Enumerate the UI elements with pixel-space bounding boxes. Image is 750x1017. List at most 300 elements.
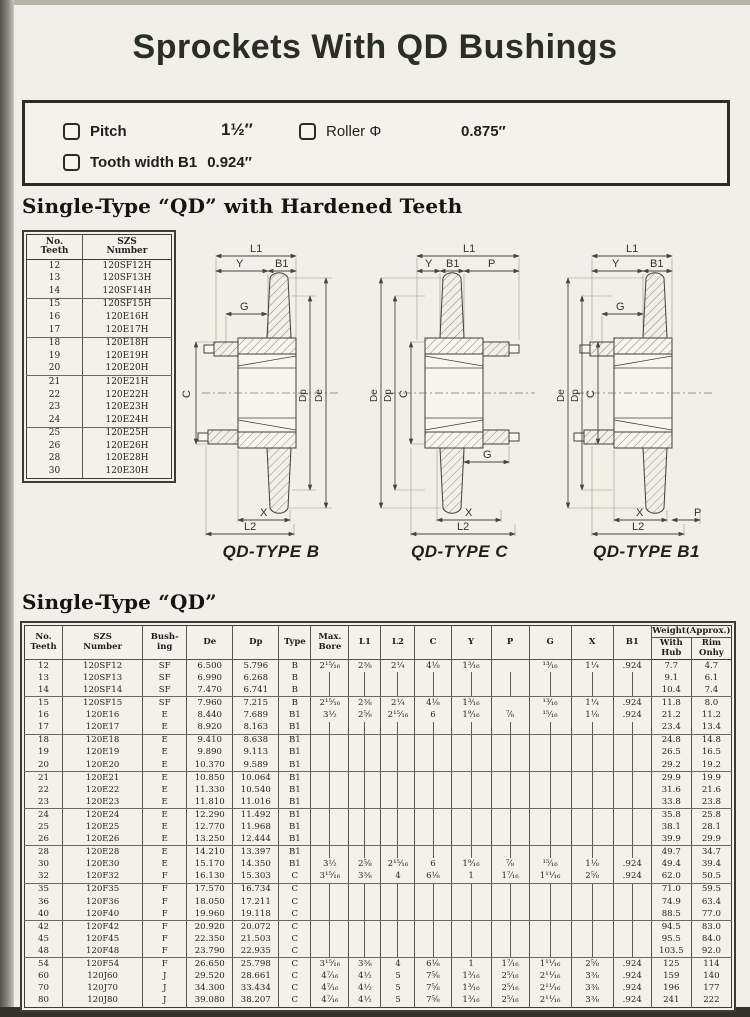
value-cell (613, 896, 651, 908)
value-cell: 4½ (349, 995, 381, 1008)
ditto-mark (550, 846, 551, 858)
col-header-with-hub: With Hub (651, 638, 691, 660)
value-cell: 2⅝ (571, 958, 613, 971)
value-cell: 7.689 (233, 709, 279, 721)
value-cell: E (143, 821, 187, 833)
szs-number-cell: 120E23H (105, 402, 149, 413)
value-cell (571, 846, 613, 859)
value-cell: 59.5 (701, 884, 721, 895)
spec-pitch-label: Pitch (90, 123, 127, 140)
value-cell (311, 759, 349, 772)
value-cell: 11.8 (651, 697, 691, 710)
value-cell (415, 734, 451, 747)
value-cell: 14 (25, 684, 63, 697)
value-cell: 6 (415, 859, 451, 871)
value-cell (451, 809, 491, 822)
value-cell: C (279, 982, 311, 994)
table-row (25, 846, 732, 859)
value-cell: 12.444 (233, 833, 279, 846)
ditto-mark (632, 921, 633, 933)
ditto-mark (632, 945, 633, 957)
value-cell (311, 821, 349, 833)
value-cell (349, 921, 381, 934)
value-cell (491, 734, 529, 747)
table-row (25, 883, 732, 896)
teeth-cell: 25 (27, 427, 83, 440)
value-cell: 103.5 (651, 945, 691, 958)
value-cell: 3⅜ (571, 982, 613, 994)
value-cell (571, 896, 613, 908)
value-cell: 14.210 (187, 846, 233, 859)
value-cell (571, 672, 613, 684)
value-cell: 92.0 (691, 945, 731, 958)
col-header-rim-only: Rim Onhy (699, 638, 724, 658)
ditto-mark (397, 684, 398, 696)
table-row (27, 350, 172, 363)
spec-pitch-value: 1½″ (221, 120, 253, 139)
value-cell: 26.650 (187, 958, 233, 971)
sprocket-section-b-image (176, 238, 366, 538)
value-cell: 2⅝ (349, 709, 381, 721)
ditto-mark (510, 684, 511, 696)
value-cell: 120E22 (63, 784, 143, 796)
value-cell: C (279, 945, 311, 958)
value-cell (491, 821, 529, 833)
ditto-mark (433, 722, 434, 734)
value-cell: 1³⁄₁₆ (451, 995, 491, 1008)
value-cell (381, 908, 415, 921)
ditto-mark (364, 772, 365, 784)
value-cell: 6⅛ (415, 958, 451, 971)
value-cell: 8.440 (187, 709, 233, 721)
value-cell: 12.770 (187, 821, 233, 833)
value-cell (613, 833, 651, 846)
value-cell: 120F35 (63, 883, 143, 896)
value-cell: 3½ (311, 709, 349, 721)
value-cell: 120E26 (63, 833, 143, 846)
ditto-mark (550, 821, 551, 833)
ditto-mark (364, 833, 365, 845)
page-title: Sprockets With QD Bushings (132, 28, 618, 66)
value-cell: B1 (279, 771, 311, 784)
table-row (25, 970, 732, 982)
value-cell: 35 (25, 883, 63, 896)
ditto-mark (329, 821, 330, 833)
value-cell (311, 796, 349, 809)
table-row (27, 402, 172, 415)
ditto-mark (433, 672, 434, 684)
value-cell (571, 734, 613, 747)
value-cell: 50.5 (691, 871, 731, 884)
value-cell: 28 (25, 846, 63, 859)
drawing-caption-c: QD-TYPE C (410, 542, 509, 561)
value-cell: 25.798 (233, 958, 279, 971)
value-cell (529, 833, 571, 846)
col-header-de: De (187, 626, 233, 660)
value-cell (311, 846, 349, 859)
value-cell: 6 (415, 709, 451, 721)
value-cell (571, 821, 613, 833)
value-cell (381, 846, 415, 859)
value-cell: C (279, 995, 311, 1008)
value-cell: 2¹¹⁄₁₆ (529, 970, 571, 982)
value-cell: C (279, 933, 311, 945)
value-cell: 120J80 (63, 995, 143, 1008)
value-cell (613, 759, 651, 772)
szs-number-cell: 120E22H (105, 389, 149, 400)
value-cell: 3¹⁵⁄₁₆ (311, 871, 349, 884)
table-row (27, 376, 172, 389)
value-cell: 14.350 (233, 859, 279, 871)
ditto-mark (329, 933, 330, 945)
szs-number-cell: 120E26H (105, 440, 149, 451)
ditto-mark (433, 933, 434, 945)
value-cell (613, 771, 651, 784)
table-row (27, 389, 172, 402)
ditto-mark (471, 821, 472, 833)
table-row (27, 414, 172, 427)
value-cell: 25.8 (701, 809, 721, 820)
value-cell (529, 933, 571, 945)
value-cell: 9.589 (233, 759, 279, 772)
table-row (25, 958, 732, 971)
col-header-p: P (491, 626, 529, 660)
value-cell (529, 784, 571, 796)
table-row (27, 273, 172, 286)
value-cell (451, 684, 491, 697)
table-row (27, 311, 172, 324)
szs-number-cell: 120E25H (105, 428, 149, 439)
section2-heading: Single-Type “QD” (22, 590, 217, 614)
ditto-mark (510, 722, 511, 734)
value-cell (381, 833, 415, 846)
ditto-mark (471, 684, 472, 696)
value-cell: 77.0 (691, 908, 731, 921)
value-cell: F (143, 921, 187, 934)
dim-label-b1: B1 (275, 258, 289, 270)
table-row (25, 660, 732, 673)
value-cell (451, 908, 491, 921)
value-cell: 120F48 (63, 945, 143, 958)
value-cell: E (143, 809, 187, 822)
value-cell: 45 (25, 933, 63, 945)
value-cell (381, 672, 415, 684)
col-header-l1: L1 (349, 626, 381, 660)
value-cell: 1⅛ (571, 709, 613, 721)
value-cell (415, 883, 451, 896)
value-cell: 3⅜ (571, 970, 613, 982)
value-cell: 120J70 (63, 982, 143, 994)
value-cell (311, 945, 349, 958)
ditto-mark (471, 735, 472, 747)
value-cell (349, 771, 381, 784)
table-row (25, 833, 732, 846)
ditto-mark (329, 833, 330, 845)
value-cell (415, 833, 451, 846)
teeth-cell: 17 (27, 324, 83, 337)
ditto-mark (471, 884, 472, 896)
szs-number-cell: 120SF14H (83, 285, 172, 298)
value-cell (613, 734, 651, 747)
value-cell: 8.163 (233, 722, 279, 735)
ditto-mark (433, 921, 434, 933)
value-cell (349, 821, 381, 833)
col-header-dp: Dp (233, 626, 279, 660)
value-cell: 32 (25, 871, 63, 884)
value-cell (491, 945, 529, 958)
value-cell (571, 809, 613, 822)
ditto-mark (550, 884, 551, 896)
col-header-teeth: No. Teeth (27, 235, 83, 260)
ditto-mark (471, 846, 472, 858)
value-cell: 1³⁄₁₆ (451, 982, 491, 994)
value-cell: 4⁷⁄₁₆ (311, 982, 349, 994)
value-cell (491, 784, 529, 796)
value-cell: 95.5 (651, 933, 691, 945)
value-cell (415, 809, 451, 822)
value-cell: 22.935 (233, 945, 279, 958)
ditto-mark (397, 833, 398, 845)
dim-label-y: Y (425, 258, 433, 270)
value-cell (491, 796, 529, 809)
value-cell: 3⅜ (349, 871, 381, 884)
value-cell: 19.2 (691, 759, 731, 772)
dim-label-x: X (465, 507, 473, 519)
value-cell: 12.290 (187, 809, 233, 822)
ditto-mark (397, 921, 398, 933)
value-cell: 20.072 (233, 921, 279, 934)
value-cell: 18.050 (187, 896, 233, 908)
value-cell: B1 (279, 734, 311, 747)
dim-label-l2: L2 (632, 521, 645, 533)
table-row (25, 821, 732, 833)
value-cell: 48 (25, 945, 63, 958)
ditto-mark (592, 846, 593, 858)
value-cell: 19 (25, 747, 63, 759)
qd-dimensions-table (20, 621, 736, 1012)
value-cell: 1⁷⁄₁₆ (491, 958, 529, 971)
dim-label-y: Y (236, 258, 244, 270)
ditto-mark (550, 759, 551, 771)
value-cell (415, 796, 451, 809)
teeth-cell: 20 (27, 363, 83, 376)
value-cell: 2⁵⁄₁₆ (491, 995, 529, 1008)
value-cell (451, 747, 491, 759)
value-cell: ⅞ (491, 859, 529, 871)
ditto-mark (510, 796, 511, 808)
value-cell: 120F42 (63, 921, 143, 934)
value-cell: 23.790 (187, 945, 233, 958)
value-cell (491, 747, 529, 759)
value-cell: 7⅝ (415, 982, 451, 994)
sprocket-section-b1-image (554, 238, 739, 538)
value-cell (571, 833, 613, 846)
value-cell: B1 (279, 859, 311, 871)
value-cell (571, 747, 613, 759)
ditto-mark (632, 933, 633, 945)
value-cell: 11.492 (233, 809, 279, 822)
value-cell (381, 734, 415, 747)
value-cell (613, 672, 651, 684)
ditto-mark (471, 908, 472, 920)
ditto-mark (592, 821, 593, 833)
ditto-mark (397, 735, 398, 747)
value-cell (451, 833, 491, 846)
ditto-mark (471, 796, 472, 808)
ditto-mark (592, 772, 593, 784)
ditto-mark (550, 747, 551, 759)
value-cell (349, 846, 381, 859)
value-cell: 34.300 (187, 982, 233, 994)
value-cell (415, 846, 451, 859)
value-cell (311, 734, 349, 747)
value-cell: .924 (613, 660, 651, 673)
value-cell: 21.2 (651, 709, 691, 721)
value-cell (451, 771, 491, 784)
value-cell (491, 672, 529, 684)
ditto-mark (632, 809, 633, 821)
ditto-mark (364, 722, 365, 734)
ditto-mark (433, 747, 434, 759)
value-cell: 26.5 (651, 747, 691, 759)
value-cell (529, 747, 571, 759)
ditto-mark (510, 772, 511, 784)
szs-number-cell: 120SF15H (102, 299, 152, 310)
ditto-mark (592, 784, 593, 796)
value-cell: 11.016 (233, 796, 279, 809)
value-cell: 196 (651, 982, 691, 994)
value-cell (451, 921, 491, 934)
value-cell: C (279, 883, 311, 896)
dim-label-x: X (260, 507, 268, 519)
scan-edge-top (0, 0, 750, 5)
section1-heading: Single-Type “QD” with Hardened Teeth (22, 194, 463, 218)
value-cell (529, 846, 571, 859)
value-cell: E (143, 796, 187, 809)
value-cell (349, 883, 381, 896)
value-cell: 21.6 (701, 784, 721, 795)
value-cell (451, 883, 491, 896)
table-row (25, 982, 732, 994)
teeth-cell: 26 (27, 440, 83, 453)
checkbox-icon (299, 123, 316, 140)
dim-label-g: G (240, 301, 249, 313)
ditto-mark (329, 884, 330, 896)
value-cell: 2¹⁵⁄₁₆ (311, 697, 349, 710)
value-cell: 20 (25, 759, 63, 772)
value-cell: 11.968 (233, 821, 279, 833)
teeth-cell: 28 (27, 453, 83, 466)
value-cell: 8.0 (704, 698, 719, 709)
ditto-mark (397, 884, 398, 896)
ditto-mark (632, 846, 633, 858)
ditto-mark (550, 684, 551, 696)
value-cell (311, 784, 349, 796)
value-cell (451, 759, 491, 772)
value-cell (491, 883, 529, 896)
value-cell: .924 (613, 970, 651, 982)
value-cell: 5 (381, 995, 415, 1008)
value-cell (415, 945, 451, 958)
ditto-mark (364, 759, 365, 771)
table-row (25, 809, 732, 822)
value-cell: E (143, 734, 187, 747)
value-cell: 120F45 (63, 933, 143, 945)
value-cell: 24 (25, 809, 63, 822)
value-cell: 120E21 (63, 771, 143, 784)
ditto-mark (632, 796, 633, 808)
ditto-mark (550, 921, 551, 933)
value-cell: ¹⁵⁄₁₆ (529, 709, 571, 721)
value-cell: F (143, 896, 187, 908)
dim-label-c: C (181, 390, 193, 398)
ditto-mark (632, 672, 633, 684)
drawing-type-c (366, 238, 553, 568)
ditto-mark (364, 884, 365, 896)
value-cell (311, 747, 349, 759)
ditto-mark (471, 672, 472, 684)
col-header-teeth: No. Teeth (25, 626, 63, 660)
value-cell: 4⅛ (415, 697, 451, 710)
col-header-l2: L2 (381, 626, 415, 660)
value-cell: 63.4 (701, 896, 721, 907)
value-cell: 22 (25, 784, 63, 796)
value-cell: 49.4 (651, 859, 691, 871)
value-cell (529, 759, 571, 772)
checkbox-icon (63, 154, 80, 171)
ditto-mark (471, 722, 472, 734)
spec-tooth-label: Tooth width B1 (90, 154, 198, 171)
value-cell (415, 759, 451, 772)
ditto-mark (433, 833, 434, 845)
ditto-mark (592, 796, 593, 808)
ditto-mark (632, 684, 633, 696)
value-cell (349, 734, 381, 747)
value-cell: 1³⁄₁₆ (451, 970, 491, 982)
value-cell: 3½ (311, 859, 349, 871)
ditto-mark (397, 846, 398, 858)
table-row (25, 697, 732, 710)
ditto-mark (329, 759, 330, 771)
value-cell: 15 (25, 697, 63, 710)
value-cell: 71.0 (651, 883, 691, 896)
ditto-mark (397, 672, 398, 684)
value-cell (451, 945, 491, 958)
ditto-mark (471, 759, 472, 771)
ditto-mark (364, 735, 365, 747)
value-cell (571, 933, 613, 945)
value-cell: 11.810 (187, 796, 233, 809)
value-cell: B1 (279, 821, 311, 833)
value-cell (613, 883, 651, 896)
value-cell: 54 (25, 958, 63, 971)
ditto-mark (471, 772, 472, 784)
ditto-mark (592, 735, 593, 747)
value-cell: 62.0 (651, 871, 691, 884)
value-cell: 94.5 (651, 921, 691, 934)
value-cell (381, 747, 415, 759)
value-cell (349, 747, 381, 759)
dim-label-p: P (694, 507, 702, 519)
col-header-g: G (529, 626, 571, 660)
teeth-cell: 22 (27, 389, 83, 402)
value-cell (491, 908, 529, 921)
ditto-mark (397, 759, 398, 771)
value-cell (311, 771, 349, 784)
value-cell: 1⁹⁄₁₆ (451, 709, 491, 721)
value-cell: 120E30 (63, 859, 143, 871)
teeth-cell: 23 (27, 402, 83, 415)
